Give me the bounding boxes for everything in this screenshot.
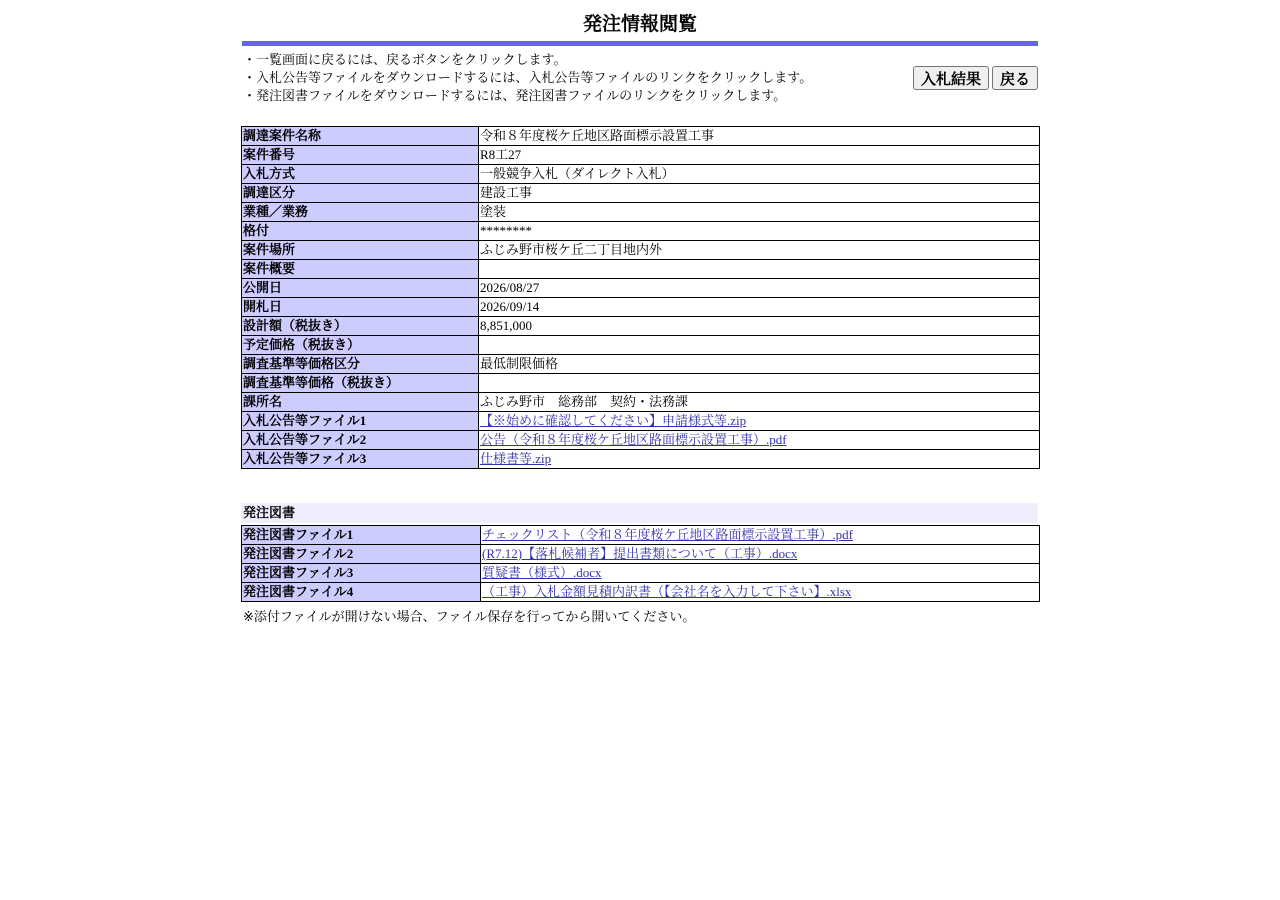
table-row: [242, 564, 1040, 583]
row-value: ふじみ野市桜ケ丘二丁目地内外: [479, 241, 1040, 260]
row-label: 格付: [242, 222, 479, 241]
table-row: [242, 431, 1040, 450]
row-value: [479, 336, 1040, 355]
table-row: [242, 241, 1040, 260]
table-row: [242, 203, 1040, 222]
drawing-file-link[interactable]: 質疑書（様式）.docx: [482, 565, 602, 580]
instruction-item: ・発注図書ファイルをダウンロードするには、発注図書ファイルのリンクをクリックします。: [243, 89, 787, 104]
table-row: [242, 279, 1040, 298]
row-value: R8工27: [479, 146, 1040, 165]
row-label: 発注図書ファイル3: [242, 564, 481, 583]
table-row: [242, 317, 1040, 336]
table-row: [242, 165, 1040, 184]
action-buttons: [913, 66, 1038, 90]
row-value: [481, 526, 1040, 545]
row-value: [479, 412, 1040, 431]
row-label: 調査基準等価格区分: [242, 355, 479, 374]
drawing-file-link[interactable]: (R7.12)【落札候補者】提出書類について（工事）.docx: [482, 546, 798, 561]
row-value: 塗装: [479, 203, 1040, 222]
row-label: 課所名: [242, 393, 479, 412]
row-label: 発注図書ファイル4: [242, 583, 481, 602]
row-value: [481, 583, 1040, 602]
row-label: 入札公告等ファイル3: [242, 450, 479, 469]
row-value: [479, 450, 1040, 469]
row-label: 入札方式: [242, 165, 479, 184]
table-row: [242, 298, 1040, 317]
row-value: ********: [479, 222, 1040, 241]
table-row: [242, 146, 1040, 165]
row-value: 8,851,000: [479, 317, 1040, 336]
row-label: 案件番号: [242, 146, 479, 165]
table-row: [242, 412, 1040, 431]
drawings-table: [241, 525, 1040, 602]
row-label: 予定価格（税抜き）: [242, 336, 479, 355]
row-label: 設計額（税抜き）: [242, 317, 479, 336]
bid-notice-file-link[interactable]: 公告（令和８年度桜ケ丘地区路面標示設置工事）.pdf: [480, 432, 787, 447]
row-value: [479, 374, 1040, 393]
page-title: 発注情報閲覧: [582, 13, 697, 35]
bid-notice-file-link[interactable]: 【※始めに確認してください】申請様式等.zip: [480, 413, 747, 428]
row-label: 調達区分: [242, 184, 479, 203]
table-row: [242, 545, 1040, 564]
row-label: 入札公告等ファイル1: [242, 412, 479, 431]
drawings-section-header: 発注図書: [241, 503, 1038, 523]
row-label: 入札公告等ファイル2: [242, 431, 479, 450]
instruction-item: ・入札公告等ファイルをダウンロードするには、入札公告等ファイルのリンクをクリックします。: [243, 71, 813, 86]
instructions-area: [241, 46, 1039, 126]
row-value: 令和８年度桜ケ丘地区路面標示設置工事: [479, 127, 1040, 146]
row-value: 最低制限価格: [479, 355, 1040, 374]
bid-results-button[interactable]: 入札結果: [913, 66, 989, 90]
row-value: ふじみ野市 総務部 契約・法務課: [479, 393, 1040, 412]
table-row: [242, 184, 1040, 203]
table-row: [242, 355, 1040, 374]
row-value: [479, 260, 1040, 279]
table-row: [242, 374, 1040, 393]
row-label: 調査基準等価格（税抜き）: [242, 374, 479, 393]
table-row: [242, 336, 1040, 355]
row-value: [481, 564, 1040, 583]
row-value: 建設工事: [479, 184, 1040, 203]
row-label: 案件場所: [242, 241, 479, 260]
project-details-table: [241, 126, 1040, 469]
row-label: 公開日: [242, 279, 479, 298]
footnote: ※添付ファイルが開けない場合、ファイル保存を行ってから開いてください。: [243, 610, 696, 625]
drawing-file-link[interactable]: チェックリスト（令和８年度桜ケ丘地区路面標示設置工事）.pdf: [482, 527, 853, 542]
row-value: 一般競争入札（ダイレクト入札）: [479, 165, 1040, 184]
table-row: [242, 222, 1040, 241]
row-label: 案件概要: [242, 260, 479, 279]
row-label: 業種／業務: [242, 203, 479, 222]
row-value: 2026/09/14: [479, 298, 1040, 317]
table-row: [242, 393, 1040, 412]
back-button[interactable]: 戻る: [992, 66, 1038, 90]
row-label: 発注図書ファイル2: [242, 545, 481, 564]
row-label: 調達案件名称: [242, 127, 479, 146]
table-row: [242, 583, 1040, 602]
table-row: [242, 450, 1040, 469]
row-label: 開札日: [242, 298, 479, 317]
row-value: [481, 545, 1040, 564]
table-row: [242, 526, 1040, 545]
row-value: [479, 431, 1040, 450]
bid-notice-file-link[interactable]: 仕様書等.zip: [480, 451, 552, 466]
page-container: [241, 0, 1039, 625]
row-value: 2026/08/27: [479, 279, 1040, 298]
drawing-file-link[interactable]: （工事）入札金額見積内訳書（【会社名を入力して下さい】.xlsx: [482, 584, 852, 599]
table-row: [242, 127, 1040, 146]
row-label: 発注図書ファイル1: [242, 526, 481, 545]
table-row: [242, 260, 1040, 279]
instruction-item: ・一覧画面に戻るには、戻るボタンをクリックします。: [243, 53, 567, 68]
